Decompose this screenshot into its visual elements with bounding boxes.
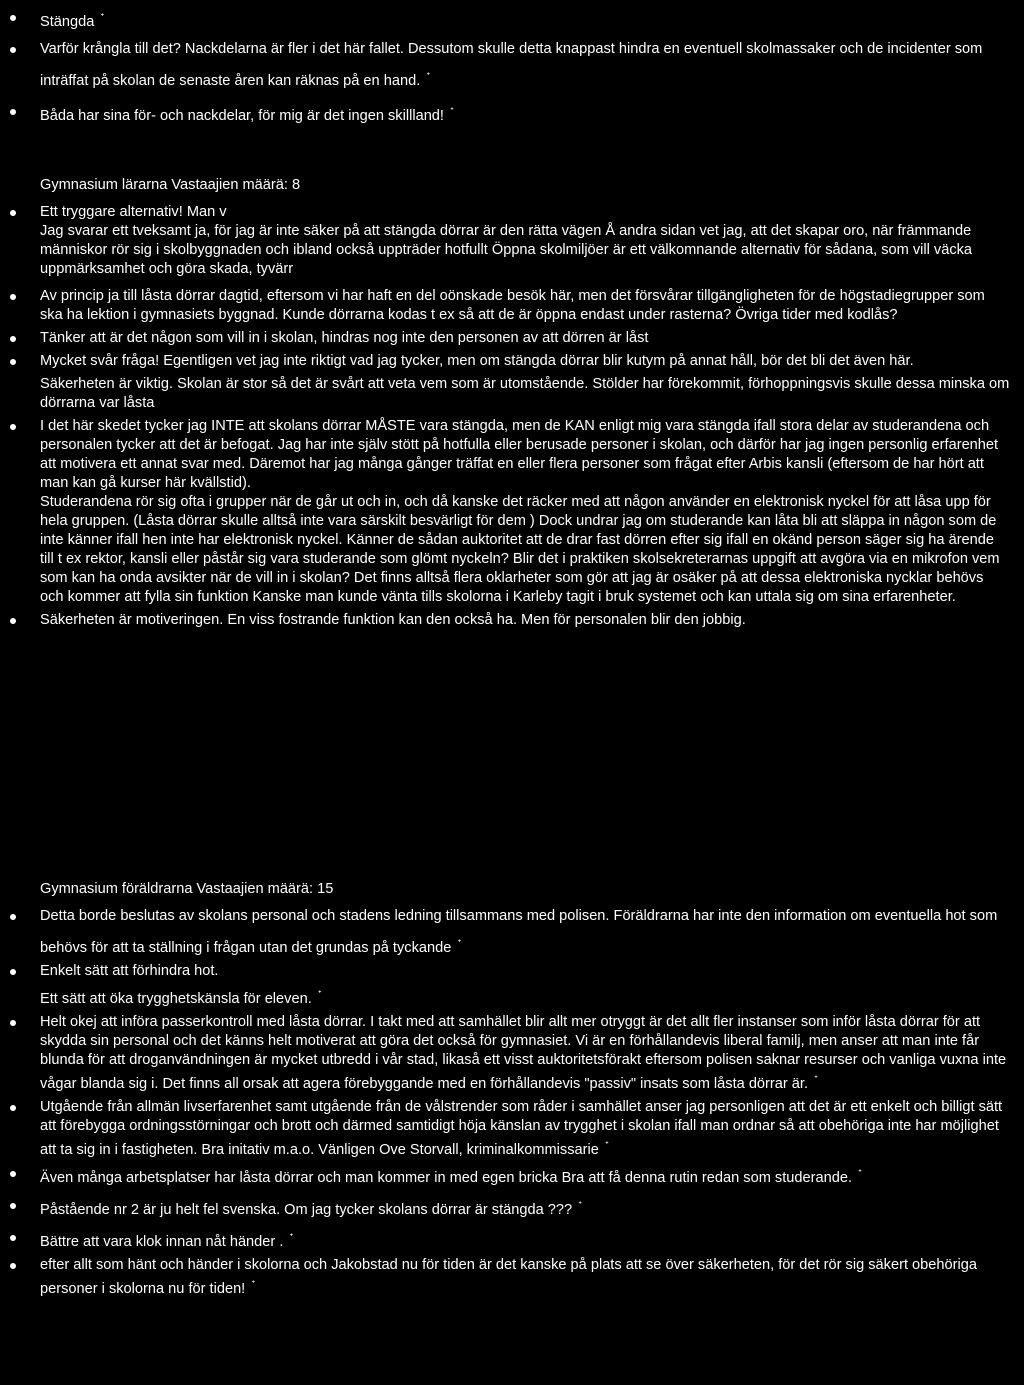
response-marker: ᐩ	[457, 938, 462, 949]
comment-text: Helt okej att införa passerkontroll med låsta dörrar. I takt med att samhället blir allt mer otryggt är det allt fler instanser som inför låsta dörrar för att skydda sin personal och det känns helt motiverat att göra det också för gymnasiet. Vi är en förhållandevis liberal familj, men anser att man inte får blunda för att droganvändningen är mycket utbredd i vår stad, likaså ett visst auktoritetsförakt eftersom polisen saknar resurser och vanliga vuxna inte vågar blanda sig i. Det finns all orsak att agera förebyggande med en förhållandevis "passiv" insats som låsta dörrar är.	[40, 1014, 1007, 1092]
bullet-icon	[10, 1020, 16, 1026]
section-heading: Gymnasium föräldrarna Vastaajien määrä: 15	[40, 881, 334, 897]
list-item	[0, 1224, 1024, 1256]
section-top-comments	[0, 4, 1024, 130]
comment-text: Ett sätt att öka trygghetskänsla för eleven.	[40, 991, 312, 1007]
section-parents	[0, 880, 1024, 1299]
response-marker: ᐩ	[426, 71, 431, 82]
list-item	[0, 962, 1024, 981]
comment-text: Jag svarar ett tveksamt ja, för jag är inte säker på att stängda dörrar är den rätta vägen Å andra sidan vet jag, att det skapar oro, när främmande människor rör sig i skolbyggnaden och ibland också uppträder hotfullt Öppna skolmiljöer är ett välkomnande alternativ för sådana, som vill väcka uppmärksamhet och göra skada, tyvärr	[40, 223, 973, 277]
response-marker: ᐩ	[289, 1232, 294, 1243]
list-item	[0, 287, 1024, 325]
list-item	[0, 36, 1024, 95]
bullet-icon	[10, 618, 16, 624]
bullet-icon	[10, 1105, 16, 1111]
response-marker: ᐩ	[858, 1168, 862, 1179]
bullet-icon	[10, 1203, 16, 1209]
list-item	[0, 903, 1024, 962]
comment-text: Båda har sina för- och nackdelar, för mig är det ingen skillland!	[40, 108, 444, 124]
bullet-icon	[10, 47, 16, 53]
response-marker: ᐩ	[814, 1074, 818, 1085]
comment-text: Påstående nr 2 är ju helt fel svenska. Om jag tycker skolans dörrar är stängda ???	[40, 1202, 573, 1218]
list-item	[0, 1013, 1024, 1094]
list-item	[0, 1160, 1024, 1192]
section-heading: Gymnasium lärarna Vastaajien määrä: 8	[40, 177, 301, 193]
list-item	[0, 203, 1024, 222]
bullet-icon	[10, 109, 16, 115]
comment-text: Studerandena rör sig ofta i grupper när de går ut och in, och då kanske det räcker med att någon använder en elektronisk nyckel för att låsa upp för hela gruppen. (Låsta dörrar skulle alltså inte vara särskilt besvärligt för dem ) Dock undrar jag om studerande kan låta bli att släppa in någon som de inte känner ifall hen inte har elektronisk nyckel. Känner de sådan auktoritet att de drar fast dörren efter sig ifall en okänd person säger sig ha ärende till t ex rektor, kansli eller påstår sig vara studerande som glömt nyckeln? Blir det i praktiken skolsekreterarnas uppgift att avgöra via en mikrofon vem som kan ha onda avsikter när de vill in i skolan? Det finns alltså flera oklarheter som gör att jag är osäker på att dessa elektroniska nycklar behövs och kommer att fylla sin funktion Kanske man kunde vänta tills skolorna i Karleby tagit i bruk systemet och kan uttala sig om sina erfarenheter.	[40, 494, 1000, 605]
list-item	[0, 611, 1024, 630]
response-marker: ᐩ	[578, 1200, 583, 1211]
response-marker: ᐩ	[317, 989, 322, 1000]
list-item	[0, 417, 1024, 493]
comment-text: I det här skedet tycker jag INTE att skolans dörrar MÅSTE vara stängda, men de KAN enligt mig vara stängda ifall stora delar av studerandena och personalen tycker att det är befogat. Jag har inte själv stött på hotfulla eller berusade personer i skolan, och därför har jag ingen personlig erfarenhet att motivera ett annat svar med. Däremot har jag många gånger träffat en eller flera personer som frågat efter Arbis kansli (eftersom de har hört att man kan gå kurser här kvällstid).	[40, 418, 999, 491]
comment-text: Av princip ja till låsta dörrar dagtid, eftersom vi har haft en del oönskade besök här, men det försvårar tillgängligheten för de högstadiegrupper som ska ha lektion i gymnasiets byggnad. Kunde dörrarna kodas t ex så att de är öppna endast under rasterna? Övriga tider med kodlås?	[40, 288, 985, 323]
response-marker: ᐩ	[100, 12, 105, 23]
bullet-icon	[10, 969, 16, 975]
bullet-icon	[10, 914, 16, 920]
list-item	[0, 352, 1024, 371]
comment-text: Bättre att vara klok innan nåt händer .	[40, 1234, 284, 1250]
list-item	[0, 375, 1024, 413]
comment-text: Varför krångla till det? Nackdelarna är fler i det här fallet. Dessutom skulle detta knappast hindra en eventuell skolmassaker och de incidenter som inträffat på skolan de senaste åren kan räknas på en hand.	[40, 41, 983, 89]
list-item	[0, 493, 1024, 607]
list-item	[0, 222, 1024, 279]
response-marker: ᐩ	[251, 1279, 256, 1290]
list-item	[0, 98, 1024, 130]
comment-text: Enkelt sätt att förhindra hot.	[40, 963, 219, 979]
bullet-icon	[10, 210, 16, 216]
list-item	[0, 329, 1024, 348]
comment-text: Mycket svår fråga! Egentligen vet jag inte riktigt vad jag tycker, men om stängda dörrar blir kutym på annat håll, bör det bli det även här.	[40, 353, 914, 369]
list-item	[0, 4, 1024, 36]
list-item	[0, 1256, 1024, 1299]
bullet-icon	[10, 424, 16, 430]
comment-text: Utgående från allmän livserfarenhet samt utgående från de vålstrender som råder i samhället anser jag personligen att det är ett enkelt och billigt sätt att förebygga ordningsstörningar och brott och därmed samtidigt höja känslan av trygghet i skolan ifall man ordnar så att obehöriga inte har möjlighet att ta sig in i fastigheten. Bra initativ m.a.o. Vänligen Ove Storvall, kriminalkommissarie	[40, 1099, 1003, 1158]
comment-text: efter allt som hänt och händer i skolorna och Jakobstad nu för tiden är det kanske på plats att se över säkerheten, för det rör sig säkert obehöriga personer i skolorna nu för tiden!	[40, 1257, 977, 1297]
bullet-icon	[10, 359, 16, 365]
comment-text: Ett tryggare alternativ! Man v	[40, 204, 227, 220]
list-item	[0, 981, 1024, 1013]
bullet-icon	[10, 1171, 16, 1177]
comment-text: Detta borde beslutas av skolans personal och stadens ledning tillsammans med polisen. Föräldrarna har inte den information om eventuella hot som behövs för att ta ställning i frågan utan det grundas på tyckande	[40, 908, 998, 956]
comment-text: Även många arbetsplatser har låsta dörrar och man kommer in med egen bricka Bra att få denna rutin redan som studerande.	[40, 1170, 853, 1186]
bullet-icon	[10, 1235, 16, 1241]
response-marker: ᐩ	[449, 106, 454, 117]
comment-text: Säkerheten är motiveringen. En viss fostrande funktion kan den också ha. Men för personalen blir den jobbig.	[40, 612, 746, 628]
list-item	[0, 1098, 1024, 1160]
comment-text: Säkerheten är viktig. Skolan är stor så det är svårt att veta vem som är utomstående. Stölder har förekommit, förhoppningsvis skulle dessa minska om dörrarna var låsta	[40, 376, 1010, 411]
bullet-icon	[10, 294, 16, 300]
list-item	[0, 1192, 1024, 1224]
bullet-icon	[10, 1263, 16, 1269]
bullet-icon	[10, 15, 16, 21]
bullet-icon	[10, 336, 16, 342]
comment-text: Stängda	[40, 14, 95, 30]
comment-text: Tänker att är det någon som vill in i skolan, hindras nog inte den personen av att dörren är låst	[40, 330, 649, 346]
response-marker: ᐩ	[604, 1140, 609, 1151]
section-teachers	[0, 176, 1024, 630]
